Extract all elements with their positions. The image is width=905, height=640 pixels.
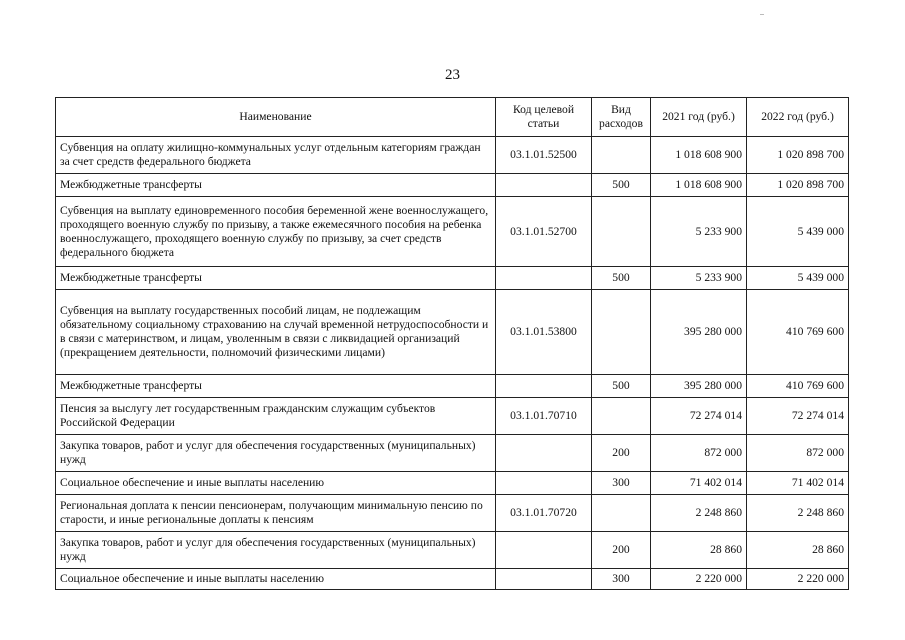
- table-header-row: [56, 98, 849, 137]
- table-row: [56, 398, 849, 435]
- row-amount-2021: 2 220 000: [651, 569, 747, 590]
- table-row: [56, 472, 849, 495]
- row-amount-2021: 1 018 608 900: [651, 137, 747, 174]
- header-name: Наименование: [56, 98, 496, 137]
- row-name: Межбюджетные трансферты: [56, 267, 496, 290]
- row-name: Пенсия за выслугу лет государственным гражданским служащим субъектов Российской Федерации: [56, 398, 496, 435]
- header-code: Код целевой статьи: [496, 98, 592, 137]
- row-type: 300: [592, 569, 651, 590]
- row-amount-2022: 410 769 600: [747, 290, 849, 375]
- row-code: 03.1.01.53800: [496, 290, 592, 375]
- table-row: [56, 375, 849, 398]
- table-row: [56, 137, 849, 174]
- row-type: 200: [592, 532, 651, 569]
- header-type: Вид расходов: [592, 98, 651, 137]
- row-name: Межбюджетные трансферты: [56, 174, 496, 197]
- row-name: Социальное обеспечение и иные выплаты населению: [56, 569, 496, 590]
- row-name: Закупка товаров, работ и услуг для обеспечения государственных (муниципальных) нужд: [56, 532, 496, 569]
- row-amount-2021: 395 280 000: [651, 375, 747, 398]
- budget-table: [55, 97, 849, 590]
- row-amount-2021: 5 233 900: [651, 197, 747, 267]
- row-name: Региональная доплата к пенсии пенсионерам, получающим минимальную пенсию по старости, и иные региональные доплаты к пенсиям: [56, 495, 496, 532]
- row-type: 500: [592, 174, 651, 197]
- row-type: 500: [592, 375, 651, 398]
- page-number: 23: [445, 67, 460, 83]
- row-amount-2022: 410 769 600: [747, 375, 849, 398]
- row-code: 03.1.01.70710: [496, 398, 592, 435]
- row-code: [496, 174, 592, 197]
- row-type: 300: [592, 472, 651, 495]
- row-code: [496, 472, 592, 495]
- row-type: 200: [592, 435, 651, 472]
- row-code: 03.1.01.52500: [496, 137, 592, 174]
- row-amount-2022: 28 860: [747, 532, 849, 569]
- row-code: 03.1.01.70720: [496, 495, 592, 532]
- row-code: [496, 532, 592, 569]
- row-amount-2022: 5 439 000: [747, 197, 849, 267]
- table-row: [56, 532, 849, 569]
- row-name: Субвенция на оплату жилищно-коммунальных услуг отдельным категориям граждан за счет средств федерального бюджета: [56, 137, 496, 174]
- header-year-2022: 2022 год (руб.): [747, 98, 849, 137]
- row-amount-2022: 2 248 860: [747, 495, 849, 532]
- row-code: [496, 267, 592, 290]
- row-amount-2022: 1 020 898 700: [747, 174, 849, 197]
- row-amount-2022: 872 000: [747, 435, 849, 472]
- row-name: Субвенция на выплату единовременного пособия беременной жене военнослужащего, проходящего военную службу по призыву, а также ежемесячного пособия на ребенка военнослужащего, проходящего военную службу по призыву, за счет средств федерального бюджета: [56, 197, 496, 267]
- table-row: [56, 495, 849, 532]
- table-row: [56, 290, 849, 375]
- table-row: [56, 197, 849, 267]
- row-amount-2021: 72 274 014: [651, 398, 747, 435]
- row-name: Субвенция на выплату государственных пособий лицам, не подлежащим обязательному социальному страхованию на случай временной нетрудоспособности и в связи с материнством, и лицам, уволенным в связи с ликвидацией организаций (прекращением деятельности, полномочий физическими лицами): [56, 290, 496, 375]
- row-amount-2022: 71 402 014: [747, 472, 849, 495]
- row-amount-2022: 5 439 000: [747, 267, 849, 290]
- row-type: 500: [592, 267, 651, 290]
- table-row: [56, 174, 849, 197]
- row-amount-2021: 2 248 860: [651, 495, 747, 532]
- row-amount-2021: 5 233 900: [651, 267, 747, 290]
- row-code: [496, 435, 592, 472]
- row-code: [496, 375, 592, 398]
- row-type: [592, 398, 651, 435]
- row-code: 03.1.01.52700: [496, 197, 592, 267]
- row-type: [592, 290, 651, 375]
- row-name: Закупка товаров, работ и услуг для обеспечения государственных (муниципальных) нужд: [56, 435, 496, 472]
- row-amount-2021: 1 018 608 900: [651, 174, 747, 197]
- row-name: Социальное обеспечение и иные выплаты населению: [56, 472, 496, 495]
- table-row: [56, 569, 849, 590]
- row-type: [592, 137, 651, 174]
- row-amount-2021: 872 000: [651, 435, 747, 472]
- table-row: [56, 435, 849, 472]
- row-amount-2021: 395 280 000: [651, 290, 747, 375]
- row-name: Межбюджетные трансферты: [56, 375, 496, 398]
- scan-mark: [760, 14, 764, 15]
- row-amount-2021: 28 860: [651, 532, 747, 569]
- row-code: [496, 569, 592, 590]
- header-year-2021: 2021 год (руб.): [651, 98, 747, 137]
- table-row: [56, 267, 849, 290]
- row-type: [592, 197, 651, 267]
- row-amount-2022: 72 274 014: [747, 398, 849, 435]
- row-amount-2022: 2 220 000: [747, 569, 849, 590]
- row-amount-2021: 71 402 014: [651, 472, 747, 495]
- row-type: [592, 495, 651, 532]
- row-amount-2022: 1 020 898 700: [747, 137, 849, 174]
